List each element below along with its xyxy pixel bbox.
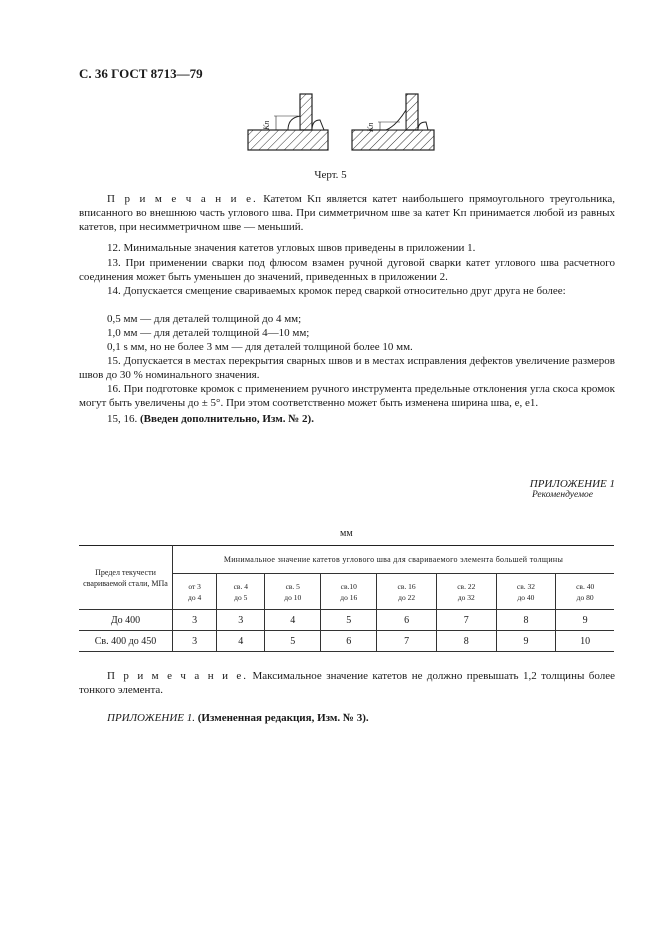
- note-1-text: Катетом Kп является катет наибольшего прямоугольного треугольника, вписанного во внешнюю часть углового шва. При симметричном шве за катет Kп принимается любой из равных катетов, при несимметричном шве — меньший.: [79, 193, 615, 233]
- weld-legs-table: [79, 545, 614, 652]
- weld-sketch-right: [352, 94, 434, 150]
- row-header-label: Предел текучести свариваемой стали, МПа: [83, 567, 168, 588]
- amendment-note-2: [107, 711, 607, 725]
- group-header-cell: Минимальное значение катетов углового шва для свариваемого элемента большей толщины: [173, 546, 615, 574]
- item-13: 13. При применении сварки под флюсом взамен ручной дуговой сварки катет углового шва расчетного соединения может быть уменьшен до значений, приведенных в приложении 2.: [79, 257, 615, 283]
- cell: 7: [436, 610, 496, 631]
- col-header: св. 4 до 5: [217, 574, 265, 610]
- row-label: Св. 400 до 450: [79, 631, 173, 652]
- weld-drawing: [240, 92, 440, 162]
- note-2-text: Максимальное значение катетов не должно превышать 1,2 толщины более тонкого элемента.: [79, 670, 615, 696]
- cell: 9: [496, 631, 556, 652]
- note-1-prefix: П р и м е ч а н и е.: [107, 193, 258, 205]
- col-header: св. 32 до 40: [496, 574, 556, 610]
- cell: 5: [265, 631, 321, 652]
- cell: 8: [436, 631, 496, 652]
- kn-label-left: Kп: [262, 120, 271, 130]
- appendix-subtitle: Рекомендуемое: [531, 490, 593, 500]
- row-label: До 400: [79, 610, 173, 631]
- row-header-cell: [79, 546, 173, 610]
- table-unit: мм: [340, 528, 353, 539]
- cell: 6: [321, 631, 377, 652]
- page-header: С. 36 ГОСТ 8713—79: [79, 66, 203, 81]
- cell: 3: [173, 610, 217, 631]
- cell: 7: [377, 631, 437, 652]
- item-15: 15. Допускается в местах перекрытия сварных швов и в местах исправления дефектов увеличение размеров швов до 30 % номинального значения.: [79, 355, 615, 381]
- cell: 3: [217, 610, 265, 631]
- table-row: [79, 610, 614, 631]
- appendix-title: ПРИЛОЖЕНИЕ 1: [529, 478, 615, 490]
- amendment-note-1: [107, 412, 607, 426]
- col-header: св. 22 до 32: [436, 574, 496, 610]
- note-2-prefix: П р и м е ч а н и е.: [107, 670, 249, 682]
- col-header: св. 40 до 80: [556, 574, 614, 610]
- amendment-1-prefix: 15, 16.: [107, 413, 140, 425]
- note-2: [79, 669, 615, 697]
- col-header: св. 16 до 22: [377, 574, 437, 610]
- weld-sketch-left: [248, 94, 328, 150]
- cell: 6: [377, 610, 437, 631]
- kn-label-right: Kп: [366, 122, 375, 132]
- cell: 8: [496, 610, 556, 631]
- item-12: 12. Минимальные значения катетов угловых швов приведены в приложении 1.: [107, 242, 476, 254]
- col-header: св.10 до 16: [321, 574, 377, 610]
- col-header: св. 5 до 10: [265, 574, 321, 610]
- amendment-2-text: (Измененная редакция, Изм. № 3).: [194, 712, 369, 724]
- item-14-c: 0,1 s мм, но не более 3 мм — для деталей толщиной более 10 мм.: [107, 341, 413, 353]
- note-1: [79, 192, 615, 234]
- cell: 4: [265, 610, 321, 631]
- table-row: [79, 631, 614, 652]
- col-header: от 3 до 4: [173, 574, 217, 610]
- cell: 5: [321, 610, 377, 631]
- item-14-a: 0,5 мм — для деталей толщиной до 4 мм;: [107, 313, 302, 325]
- item-14: 14. Допускается смещение свариваемых кромок перед сваркой относительно друг друга не более:: [107, 285, 566, 297]
- item-16: 16. При подготовке кромок с применением ручного инструмента предельные отклонения угла скоса кромок могут быть увеличены до ± 5°. При этом соответственно может быть изменена ширина шва, e, e1.: [79, 383, 615, 409]
- item-14-b: 1,0 мм — для деталей толщиной 4—10 мм;: [107, 327, 310, 339]
- cell: 3: [173, 631, 217, 652]
- figure-caption: Черт. 5: [314, 169, 347, 181]
- amendment-1-text: (Введен дополнительно, Изм. № 2).: [140, 413, 314, 425]
- cell: 9: [556, 610, 614, 631]
- amendment-2-italic: ПРИЛОЖЕНИЕ 1.: [107, 712, 195, 724]
- cell: 4: [217, 631, 265, 652]
- cell: 10: [556, 631, 614, 652]
